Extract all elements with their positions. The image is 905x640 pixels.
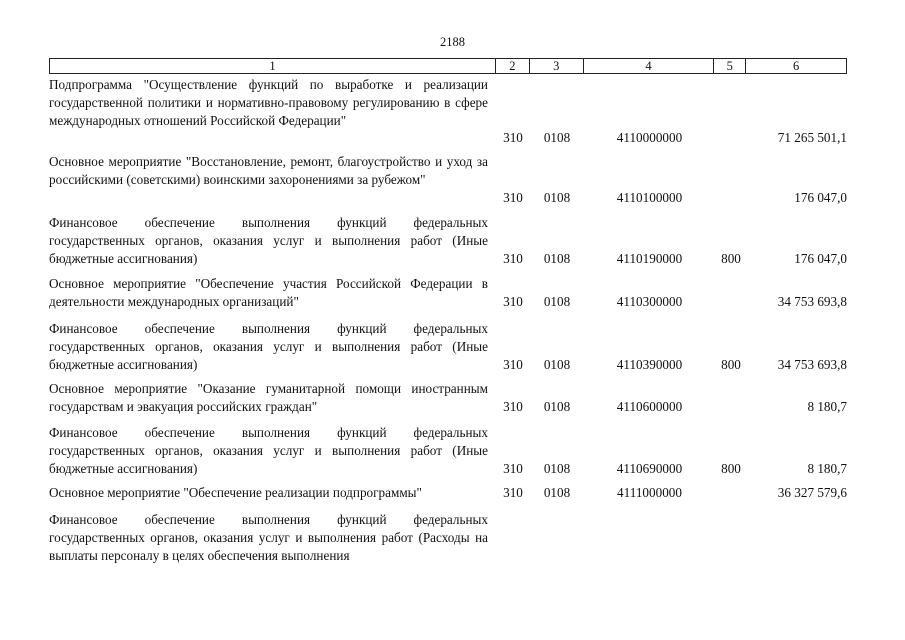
row-col-4: 4110100000 <box>616 189 683 205</box>
row-col-4: 4111000000 <box>617 485 682 500</box>
row-col-3: 0108 <box>543 460 571 476</box>
row-col-6: 34 753 693,8 <box>777 356 847 372</box>
row-col-3: 0108 <box>543 293 571 309</box>
row-col-5: 800 <box>721 250 741 266</box>
row-col-4: 4110690000 <box>616 460 683 476</box>
header-col-5: 5 <box>714 59 746 73</box>
row-col-3: 0108 <box>543 189 571 205</box>
row-col-2: 310 <box>503 189 523 205</box>
row-col-2: 310 <box>503 130 523 146</box>
row-col-6: 8 180,7 <box>807 460 847 476</box>
row-col-4: 4110300000 <box>616 293 683 309</box>
row-col-3: 0108 <box>543 250 571 266</box>
row-col-6: 8 180,7 <box>807 398 847 414</box>
row-col-6: 36 327 579,6 <box>777 485 847 500</box>
row-description: Основное мероприятие "Обеспечение участия Российской Федерации в деятельности международных организаций" <box>49 276 488 309</box>
page-number: 2188 <box>440 35 465 49</box>
row-description: Финансовое обеспечение выполнения функций федеральных государственных органов, оказания услуг и выполнения работ (Иные бюджетные ассигнования) <box>49 215 488 266</box>
table-header <box>49 58 847 74</box>
row-col-6: 71 265 501,1 <box>777 130 847 146</box>
row-col-2: 310 <box>503 398 523 414</box>
row-description: Финансовое обеспечение выполнения функций федеральных государственных органов, оказания услуг и выполнения работ (Расходы на выплаты персоналу в целях обеспечения выполнения <box>49 512 488 563</box>
row-col-5: 800 <box>721 460 741 476</box>
row-col-3: 0108 <box>543 398 571 414</box>
row-col-6: 34 753 693,8 <box>777 293 847 309</box>
row-col-2: 310 <box>503 250 523 266</box>
row-col-6: 176 047,0 <box>794 250 847 266</box>
row-col-2: 310 <box>503 485 523 500</box>
header-col-6: 6 <box>793 59 800 73</box>
row-description: Подпрограмма "Осуществление функций по выработке и реализации государственной политики и нормативно-правовому регулированию в сфере международных отношений Российской Федерации" <box>49 77 488 128</box>
row-col-2: 310 <box>503 293 523 309</box>
header-col-3: 3 <box>530 59 584 73</box>
row-col-6: 176 047,0 <box>794 189 847 205</box>
row-description: Основное мероприятие "Восстановление, ремонт, благоустройство и уход за российскими (советскими) воинскими захоронениями за рубежом" <box>49 154 488 187</box>
header-col-2: 2 <box>496 59 530 73</box>
row-description: Основное мероприятие "Оказание гуманитарной помощи иностранным государствам и эвакуация российских граждан" <box>49 381 488 414</box>
row-col-5: 800 <box>721 356 741 372</box>
row-col-4: 4110390000 <box>616 356 683 372</box>
row-col-3: 0108 <box>543 485 571 500</box>
row-col-3: 0108 <box>543 130 571 146</box>
row-col-2: 310 <box>503 460 523 476</box>
row-description: Финансовое обеспечение выполнения функций федеральных государственных органов, оказания услуг и выполнения работ (Иные бюджетные ассигнования) <box>49 321 488 372</box>
row-col-4: 4110600000 <box>616 398 683 414</box>
row-col-3: 0108 <box>543 356 571 372</box>
row-col-4: 4110190000 <box>616 250 683 266</box>
row-col-4: 4110000000 <box>616 130 683 146</box>
header-col-4: 4 <box>584 59 715 73</box>
row-description: Финансовое обеспечение выполнения функций федеральных государственных органов, оказания услуг и выполнения работ (Иные бюджетные ассигнования) <box>49 425 488 476</box>
header-col-1: 1 <box>50 59 496 73</box>
row-col-2: 310 <box>503 356 523 372</box>
row-description: Основное мероприятие "Обеспечение реализации подпрограммы" <box>49 485 422 500</box>
